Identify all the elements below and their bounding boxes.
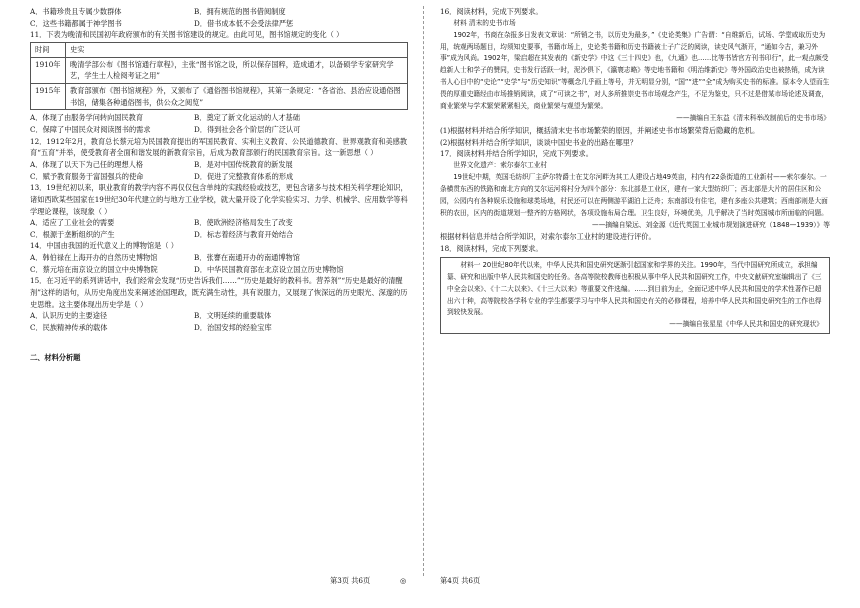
q18-source: ——摘编自张星星《中华人民共和国史的研究现状》 xyxy=(669,320,823,329)
q18-material-text: 材料一 20世纪80年代以来，中华人民共和国史研究逐渐引起国家和学界的关注。1990年，当代中国研究所成立，承担编纂、研究和出版中华人民共和国史的任务。各高等院校教师也积极从事中华人民共和国研究工作，中央文献研究室编辑出了《三中全会以来》、《十二大以来》、《十三大以来》等重要文件选编。……到目前为止，全面记述中华人民共和国史的学术性著作已超出六十种，高等院校各学科专业的学生都要学习与中华人民共和国史有关的必修课程，培养中华人民共和国史研究生的工作也得到较快发展。 xyxy=(447,260,822,317)
q12-option-c[interactable]: C．赋予教育服务于富国强兵的使命 xyxy=(30,171,144,181)
q11-option-a[interactable]: A．体现了由服务学问转向国民教育 xyxy=(30,113,144,123)
q11-table xyxy=(30,42,408,110)
table-row xyxy=(31,83,408,109)
q15-option-a[interactable]: A．认识历史的主要途径 xyxy=(30,311,108,321)
table-cell-year: 1910年 xyxy=(31,57,66,83)
q15-options-row1 xyxy=(30,310,408,322)
table-header-row xyxy=(31,42,408,57)
q15-options-row2 xyxy=(30,322,408,334)
q14-options-row1 xyxy=(30,252,408,264)
table-header-fact: 史实 xyxy=(66,42,408,57)
q17-requirement: 根据材料信息并结合所学知识，对索尔泰尔工业村的建设进行评价。 xyxy=(440,232,656,242)
q13-option-b[interactable]: B．使欧洲经济格局发生了改变 xyxy=(194,218,293,228)
q11-option-b[interactable]: B．奠定了新文化运动的人才基础 xyxy=(194,113,300,123)
q17-source: ——摘编自梁远、刘金源《近代英国工业城市规划演进研究（1848—1939）》等 xyxy=(592,220,830,229)
q10-option-b[interactable]: B．拥有规范的图书借阅制度 xyxy=(194,7,286,16)
q13-stem: 13．19世纪初以来，职业教育的教学内容不再仅仅包含单纯的实践经验或技艺，更包含诸多与技术相关科学理论知识，诸如西欧某些国家在19世纪30年代建立的与地方工业学校，就大量开设了化学实验实习、力学、机械学、应用数学等科学理论课程，该现象（ ） xyxy=(30,183,408,216)
q11-option-d[interactable]: D．得到社会各个阶层的广泛认可 xyxy=(194,124,301,134)
q11-options-row2 xyxy=(30,124,408,136)
q13-option-d[interactable]: D．标志着经济与教育开始结合 xyxy=(194,229,294,239)
left-page xyxy=(30,6,408,363)
table-row xyxy=(31,57,408,83)
q15-stem: 15．在习近平的系列讲话中，我们经常会发现“历史告诉我们……”“历史是最好的教科书。营养剂”“历史是最好的清醒剂”这样的语句，从历史角度出发来阐述治国理政，既充满生动性，具有说服力，又展现了恢深远的历史眼光、深邃的历史思维。这主要体现出历史学是（ ） xyxy=(30,276,408,309)
q13-option-c[interactable]: C．根源于垄断组织的产生 xyxy=(30,229,115,239)
q16-source: ——摘编自王东益《清末科举改制前后的史书市场》 xyxy=(676,114,830,123)
q10-option-a[interactable]: A．书籍珍贵且专属少数群体 xyxy=(30,7,122,16)
q18-stem: 18．阅读材料，完成下列要求。 xyxy=(440,244,543,254)
q17-stem: 17．阅读材料并结合所学知识，完成下列要求。 xyxy=(440,149,593,159)
q10-options-row1 xyxy=(30,6,408,18)
q10-options-row2 xyxy=(30,18,408,30)
q13-options-row1 xyxy=(30,217,408,229)
q11-option-c[interactable]: C．保障了中国民众对阅读图书的需求 xyxy=(30,124,151,134)
q18-material xyxy=(440,257,830,335)
q12-stem: 12．1912年2月，教育总长蔡元培为民国教育提出的军国民教育、实利主义教育、公民道德教育、世界观教育和美感教育“五育”并举，使受教育者全面和谐发展的新教育宗旨，后成为教育部颁行的民国教育宗旨。这一新思想（ ） xyxy=(30,136,408,158)
page-divider xyxy=(423,6,424,576)
q13-options-row2 xyxy=(30,229,408,241)
q16-material xyxy=(440,18,830,125)
q17-material xyxy=(440,160,830,232)
q16-requirement-1: (1)根据材料并结合所学知识，概括清末史书市场繁荣的原因，并阐述史书市场繁荣背后隐藏的危机。 xyxy=(440,125,760,135)
table-cell-text: 教育部颁布《图书馆规程》外，又颁布了《通俗图书馆规程》，其第一条规定：“各省治、县治应设通俗图书馆，储集各种通俗图书，供公众之阅览” xyxy=(66,83,408,109)
q16-stem: 16．阅读材料，完成下列要求。 xyxy=(440,7,543,16)
q15-option-d[interactable]: D．治国安邦的经验宝库 xyxy=(194,323,272,333)
q12-options-row2 xyxy=(30,171,408,183)
q16-material-text: 1902年，书商在杂报多日发表文章说：“所销之书，以历史为最多，”《史论类集》广告谓：“自维新后，试场、学堂咸取历史为用，统观两场题目，均须知史要事，书籍市场上，史论类书籍和历史书籍被士子广泛的阅读，读史风气渐开，“通如今古，兼习外事”成为风尚。1902年，梁启超在其发表的《新史学》中这《三十四史》也，《九通》也……比等书皆官方刊书印行”，此一观点颇受趋新人士和学子的赞同，史书发行活跃一时，泥沙俱下，《瀛寰志略》等史地书籍和《明治维新史》等外国政治史也被热销，成为读书人心目中的“史论”“史学”与“历史知识”等概念几乎画上等号，并无明显分别，“国”“进”“全”成为购买史书的标准。原本令人望而生畏的厚重史籍经由市场推销阅读，成了“可读之书”，对人多所推崇史书市场观念产生，不足为鉴史，只不过是借某市场论述及调查，商业繁荣与学术繁荣紧紧相关，商业繁荣与观望为繁荣。 xyxy=(440,30,830,111)
q11-stem: 11．下表为晚清和民国初年政府颁布的有关图书馆建设的规定。由此可见，图书馆规定的变化（ ） xyxy=(30,30,344,40)
q12-options-row1 xyxy=(30,159,408,171)
q14-stem: 14．中国由我国的近代意义上的博物馆是（ ） xyxy=(30,241,178,251)
section-heading: 二、材料分析题 xyxy=(30,352,81,362)
binding-mark-icon: ◎ xyxy=(400,576,407,585)
q16-material-title: 材料 清末的史书市场 xyxy=(453,18,516,27)
q16-requirement-2: (2)根据材料并结合所学知识，谈谈中国史书业的出路在哪里？ xyxy=(440,137,638,147)
left-page-number: 第3页 共6页 xyxy=(330,576,371,585)
q14-option-d[interactable]: D．中华民国教育部在北京设立国立历史博物馆 xyxy=(194,264,344,274)
q15-option-b[interactable]: B．文明延续的重要载体 xyxy=(194,311,272,321)
q13-option-a[interactable]: A．适应了工业社会的需要 xyxy=(30,218,115,228)
q17-material-text: 19世纪中期，英国毛纺织厂主萨尔特爵士在艾尔河畔为其工人建设占地49英亩，村内有22条街道的工业新村——索尔泰尔。一条横贯东西的铁路和南北方向的艾尔运河将村分为四个部分：东北部是工业区，建有一家大型纺织厂；西北部是大片的居住区和公园，公园内有各种娱乐设施和球类场地，村民还可以在两侧游平湖泊上泛舟；东南部设有住宅，建有多座公共建筑；西南部则是大面积的农田，区内的街道规划一整齐的方格网状，各项设施布局合理。卫生良好，环境优美，几乎解决了当时英国城市所面临的问题。 xyxy=(440,172,828,217)
table-header-time: 时间 xyxy=(31,42,66,57)
q14-options-row2 xyxy=(30,264,408,276)
q10-option-d[interactable]: D．借书成本低不会受法律严惩 xyxy=(194,18,294,28)
q12-option-d[interactable]: D．促进了完整教育体系的形成 xyxy=(194,171,294,181)
q17-material-title: 世界文化遗产：索尔泰尔工业村 xyxy=(453,160,548,169)
table-cell-year: 1915年 xyxy=(31,83,66,109)
right-page xyxy=(440,6,830,336)
right-page-number: 第4页 共6页 xyxy=(440,576,481,585)
q12-option-a[interactable]: A．体现了以天下为己任的理想人格 xyxy=(30,159,144,169)
q14-option-b[interactable]: B．张謇在南通开办的南通博物馆 xyxy=(194,253,300,263)
q14-option-a[interactable]: A．韩伯禄在上海开办的自然历史博物馆 xyxy=(30,253,158,263)
q12-option-b[interactable]: B．是对中国传统教育的新发展 xyxy=(194,159,293,169)
table-cell-text: 晚清学部公布《图书馆通行章程》，主张“图书馆之设，所以保存国粹，造成通才，以备硕学专家研究学艺，学生士人检阅考证之用” xyxy=(66,57,408,83)
q10-option-c[interactable]: C．这些书籍都属于神学图书 xyxy=(30,18,122,28)
q11-options-row1 xyxy=(30,112,408,124)
q14-option-c[interactable]: C．蔡元培在南京设立的国立中央博物院 xyxy=(30,264,158,274)
q15-option-c[interactable]: C．民族精神传承的载体 xyxy=(30,323,108,333)
